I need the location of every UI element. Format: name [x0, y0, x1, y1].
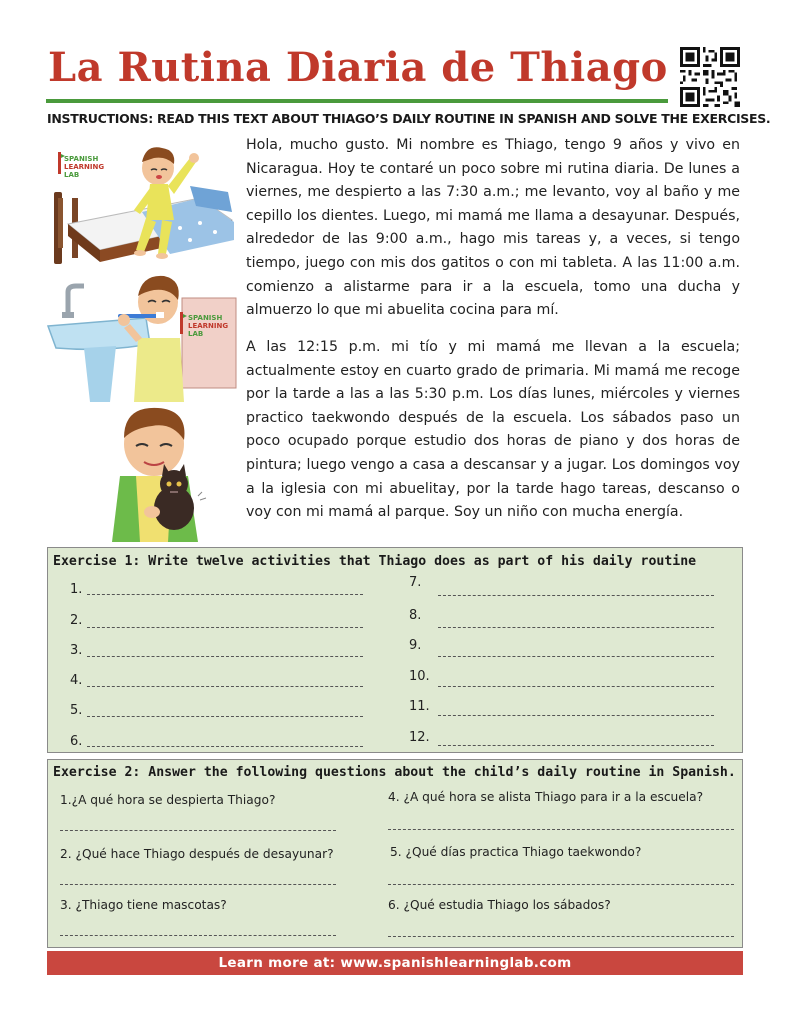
answer-line-11[interactable] [409, 699, 430, 714]
logo-line-1: SPANISH [188, 314, 223, 322]
answer-blank[interactable] [60, 830, 336, 831]
footer-link[interactable]: Learn more at: www.spanishlearninglab.com [47, 951, 743, 975]
answer-line-10[interactable] [409, 669, 430, 684]
boy-waking-up-illustration [50, 128, 238, 266]
paragraph-1: Hola, mucho gusto. Mi nombre es Thiago, tengo 9 años y vivo en Nicaragua. Hoy te contaré un poco sobre mi rutina diaria. De lunes a viernes, me despierto a las 7:30 a.m.; me levanto, voy al baño y me cepillo los dientes. Luego, mi mamá me llama a desayunar. Después, alrededor de las 9:00 a.m., hago mis tareas y, a veces, si tengo tiempo, juego con mis dos gatitos o con mi tableta. A las 11:00 a.m. comienzo a alistarme para ir a la escuela, tomo una ducha y almuerzo lo que mi abuelita cocina para mí. [246, 137, 740, 319]
answer-line-12[interactable] [409, 730, 430, 745]
answer-blank[interactable] [438, 595, 714, 596]
item-number: 6. [70, 734, 83, 749]
logo-line-1: SPANISH [64, 155, 99, 163]
answer-blank[interactable] [438, 745, 714, 746]
answer-line-1[interactable] [70, 582, 82, 597]
item-number: 1. [70, 582, 83, 597]
spanish-learning-lab-logo [58, 152, 104, 179]
exercise-1-box [47, 547, 743, 753]
exercise-2-box [47, 759, 743, 948]
item-number: 2. [70, 613, 83, 628]
logo-line-3: LAB [64, 171, 80, 179]
exercise-1-title: Exercise 1: Write twelve activities that Thiago does as part of his daily routine [53, 554, 697, 569]
item-number: 4. [70, 673, 83, 688]
answer-line-8[interactable] [409, 608, 421, 623]
answer-blank[interactable] [87, 656, 363, 657]
item-number: 10. [409, 669, 430, 684]
answer-blank[interactable] [438, 686, 714, 687]
answer-blank[interactable] [438, 627, 714, 628]
answer-blank[interactable] [388, 936, 734, 937]
answer-blank[interactable] [87, 686, 363, 687]
logo-line-2: LEARNING [64, 163, 105, 171]
item-number: 11. [409, 699, 430, 714]
answer-line-9[interactable] [409, 638, 421, 653]
answer-blank[interactable] [87, 716, 363, 717]
answer-line-5[interactable] [70, 703, 82, 718]
answer-blank[interactable] [60, 884, 336, 885]
question-4: 4. ¿A qué hora se alista Thiago para ir a la escuela? [388, 790, 704, 804]
answer-blank[interactable] [60, 935, 336, 936]
answer-blank[interactable] [388, 884, 734, 885]
qr-code-icon [680, 47, 740, 107]
logo-line-2: LEARNING [188, 322, 229, 330]
item-number: 5. [70, 703, 83, 718]
title-underline [46, 99, 668, 103]
answer-line-6[interactable] [70, 734, 82, 749]
answer-line-4[interactable] [70, 673, 82, 688]
answer-blank[interactable] [388, 829, 734, 830]
page-title: La Rutina Diaria de Thiago [48, 44, 668, 91]
item-number: 12. [409, 730, 430, 745]
logo-line-3: LAB [188, 330, 204, 338]
answer-line-2[interactable] [70, 613, 82, 628]
question-2: 2. ¿Qué hace Thiago después de desayunar? [60, 847, 334, 861]
question-5: 5. ¿Qué días practica Thiago taekwondo? [390, 845, 642, 859]
boy-brushing-teeth-illustration [46, 268, 238, 402]
answer-blank[interactable] [87, 594, 363, 595]
exercise-2-title: Exercise 2: Answer the following questions about the child’s daily routine in Spanish. [53, 765, 736, 780]
item-number: 3. [70, 643, 83, 658]
question-6: 6. ¿Qué estudia Thiago los sábados? [388, 898, 611, 912]
instructions: INSTRUCTIONS: READ THIS TEXT ABOUT THIAGO’S DAILY ROUTINE IN SPANISH AND SOLVE THE EXERCISES. [47, 111, 771, 126]
answer-blank[interactable] [87, 746, 363, 747]
item-number: 8. [409, 608, 422, 623]
item-number: 9. [409, 638, 422, 653]
answer-blank[interactable] [438, 656, 714, 657]
item-number: 7. [409, 575, 422, 590]
answer-blank[interactable] [87, 627, 363, 628]
answer-line-7[interactable] [409, 575, 421, 590]
question-3: 3. ¿Thiago tiene mascotas? [60, 898, 227, 912]
answer-line-3[interactable] [70, 643, 82, 658]
boy-with-cat-illustration [102, 404, 212, 542]
paragraph-2: A las 12:15 p.m. mi tío y mi mamá me llevan a la escuela; actualmente estoy en cuarto grado de primaria. Mi mamá me recoge por la tarde a las a las 5:30 p.m. Los días lunes, miércoles y viernes practico taekwondo después de la escuela. Los sábados paso un poco ocupado porque estudio dos horas de piano y dos horas de pintura; luego vengo a casa a descansar y a jugar. Los domingos voy a la iglesia con mi abuelitay, por la tarde hago tareas, descanso o voy con mi mamá al parque. Soy un niño con mucha energía. [246, 339, 740, 521]
question-1: 1.¿A qué hora se despierta Thiago? [60, 793, 276, 807]
answer-blank[interactable] [438, 715, 714, 716]
